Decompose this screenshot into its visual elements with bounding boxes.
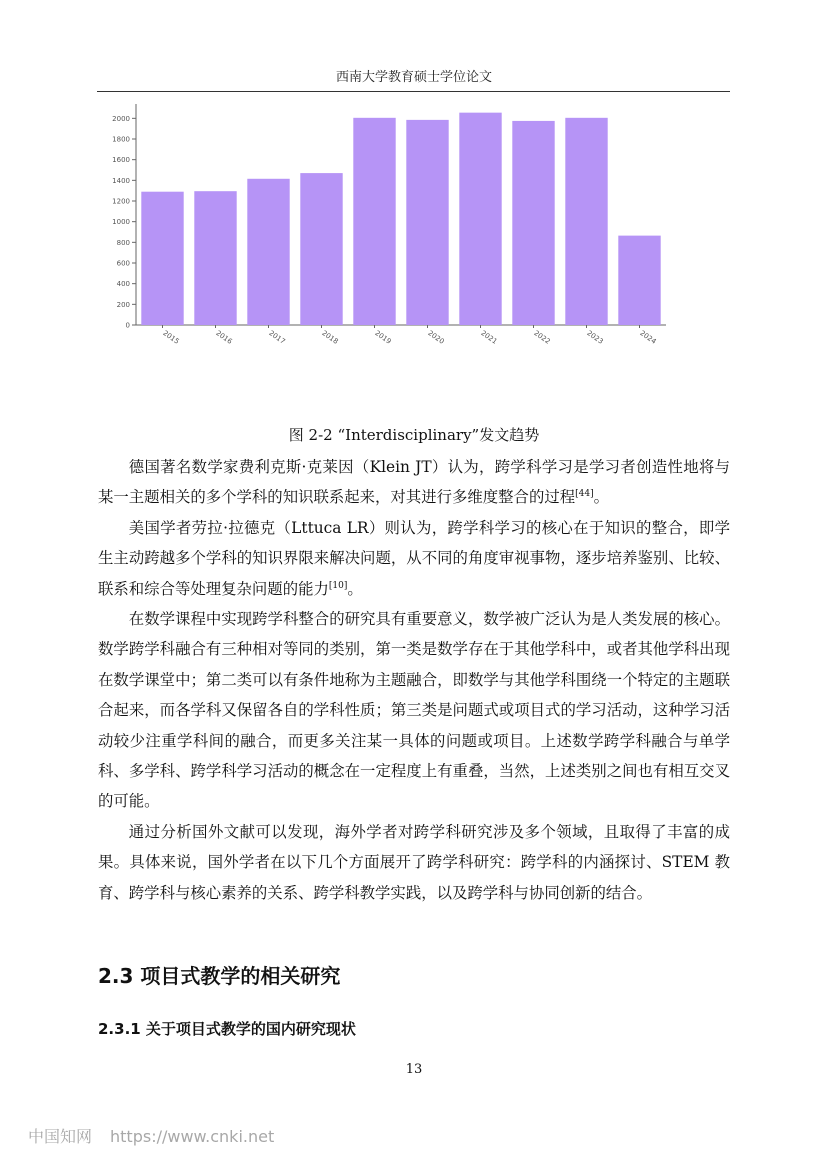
- x-tick-label: 2021: [479, 329, 499, 346]
- y-tick-label: 0: [125, 321, 130, 330]
- bar-2023: [565, 118, 607, 325]
- paragraph-klein: 德国著名数学家费利克斯·克莱因（Klein JT）认为，跨学科学习是学习者创造性地将与某一主题相关的多个学科的知识联系起来，对其进行多维度整合的过程[44]。: [98, 458, 730, 507]
- subsection-heading: 2.3.1 关于项目式教学的国内研究现状: [98, 1020, 356, 1038]
- header-divider: [97, 91, 730, 92]
- citation-44[interactable]: [44]: [575, 489, 594, 500]
- bar-2020: [406, 120, 448, 325]
- y-tick-label: 600: [116, 259, 130, 268]
- cnki-watermark: [28, 1124, 274, 1147]
- paragraph-foreign-research: 通过分析国外文献可以发现，海外学者对跨学科研究涉及多个领域，且取得了丰富的成果。具体来说，国外学者在以下几个方面展开了跨学科研究：跨学科的内涵探讨、STEM 教育、跨学科与核心素养的关系、跨学科教学实践，以及跨学科与协同创新的结合。: [98, 822, 730, 902]
- watermark-url[interactable]: https://www.cnki.net: [110, 1127, 275, 1146]
- y-tick-label: 200: [116, 300, 130, 309]
- x-tick-label: 2015: [161, 329, 181, 346]
- bar-2019: [353, 118, 395, 325]
- x-tick-label: 2019: [373, 329, 393, 346]
- citation-10[interactable]: [10]: [328, 580, 348, 591]
- bar-2022: [512, 121, 554, 325]
- bar-2017: [247, 179, 289, 325]
- running-header: 西南大学教育硕士学位论文: [335, 70, 492, 85]
- bar-2024: [618, 236, 660, 325]
- page-number: 13: [405, 1062, 423, 1077]
- bar-2018: [300, 173, 342, 325]
- bar-2016: [194, 191, 236, 325]
- section-heading: 2.3 项目式教学的相关研究: [98, 964, 341, 988]
- y-tick-label: 1000: [112, 218, 130, 227]
- paragraph-lattuca: 美国学者劳拉·拉德克（Lttuca LR）则认为，跨学科学习的核心在于知识的整合，即学生主动跨越多个学科的知识界限来解决问题，从不同的角度审视事物，逐步培养鉴别、比较、联系和综合等处理复杂问题的能力[10]。: [98, 518, 730, 598]
- y-tick-label: 400: [116, 280, 130, 289]
- bar-2021: [459, 113, 501, 325]
- bar-2015: [141, 192, 183, 325]
- x-tick-label: 2020: [426, 329, 446, 346]
- publication-trend-bar-chart: [96, 102, 676, 352]
- body-text: [98, 452, 730, 908]
- y-tick-label: 1600: [112, 156, 130, 165]
- y-tick-label: 800: [116, 238, 130, 247]
- y-tick-label: 1400: [112, 176, 130, 185]
- y-tick-label: 1800: [112, 135, 130, 144]
- x-tick-label: 2017: [267, 329, 287, 346]
- x-tick-label: 2024: [638, 329, 658, 346]
- x-tick-label: 2023: [585, 329, 605, 346]
- x-tick-label: 2016: [214, 329, 234, 346]
- watermark-name: 中国知网: [28, 1127, 93, 1146]
- y-tick-label: 1200: [112, 197, 130, 206]
- x-tick-label: 2022: [532, 329, 552, 346]
- y-tick-label: 2000: [112, 114, 130, 123]
- x-tick-label: 2018: [320, 329, 340, 346]
- paragraph-math-integration: 在数学课程中实现跨学科整合的研究具有重要意义，数学被广泛认为是人类发展的核心。数学跨学科融合有三种相对等同的类别，第一类是数学存在于其他学科中，或者其他学科出现在数学课堂中；第二类可以有条件地称为主题融合，即数学与其他学科围绕一个特定的主题联合起来，而各学科又保留各自的学科性质；第三类是问题式或项目式的学习活动，这种学习活动较少注重学科间的融合，而更多关注某一具体的问题或项目。上述数学跨学科融合与单学科、多学科、跨学科学习活动的概念在一定程度上有重叠，当然，上述类别之间也有相互交叉的可能。: [98, 610, 730, 811]
- figure-caption: 图 2-2 “Interdisciplinary”发文趋势: [288, 426, 540, 444]
